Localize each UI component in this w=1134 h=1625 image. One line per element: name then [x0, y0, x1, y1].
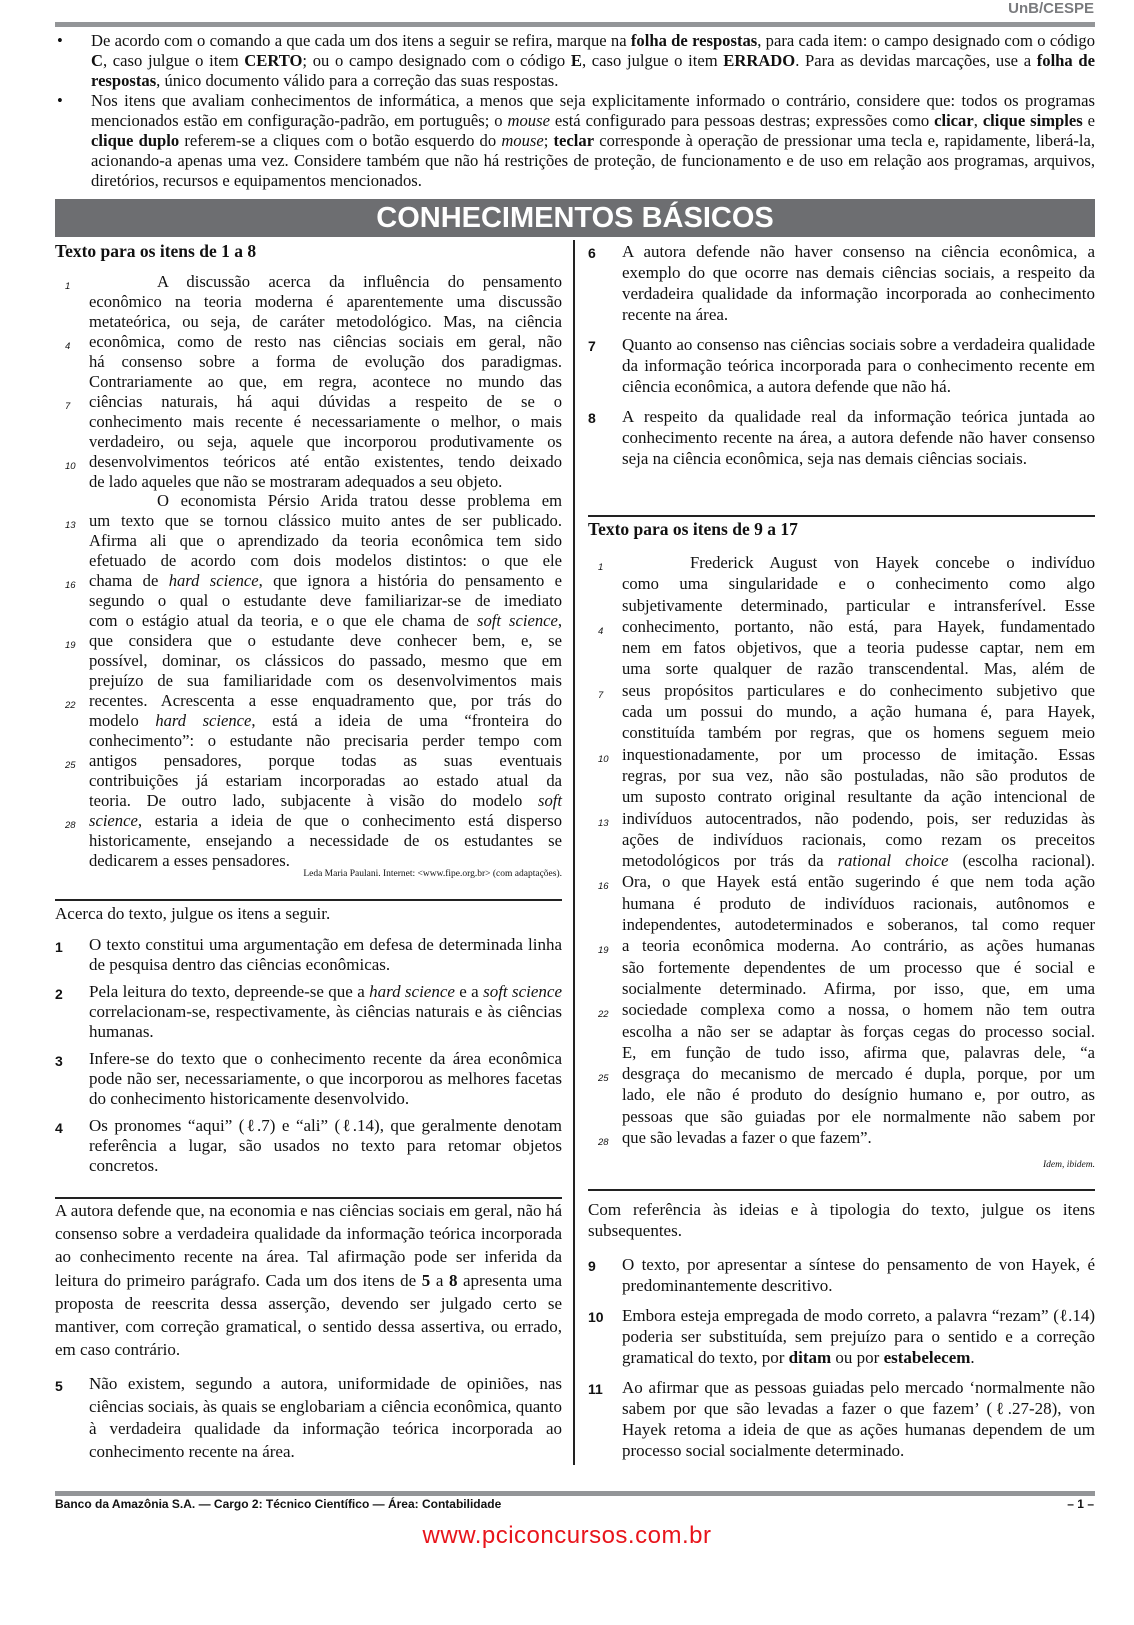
passage-line: dedicarem a esses pensadores. — [89, 850, 290, 870]
question-number: 4 — [55, 1120, 63, 1136]
passage-line: 7 ciências naturais, há aqui dúvidas a respeito de se o — [89, 392, 562, 412]
passage-line: regras, por sua vez, não são postuladas, não são produtos de — [622, 765, 1095, 785]
line-number: 22 — [65, 700, 76, 712]
passage-line: escolha a não ser se adaptar às forças cegas do processo social. — [622, 1021, 1095, 1041]
line-number: 25 — [65, 759, 76, 771]
passage-line: 28 science, estaria a ideia de que o conhecimento está disperso — [89, 811, 562, 831]
block3-items — [588, 1254, 1095, 1470]
line-number: 25 — [598, 1073, 609, 1085]
line-number: 10 — [65, 460, 76, 472]
instructions — [55, 31, 1095, 191]
text1-heading: Texto para os itens de 1 a 8 — [55, 241, 257, 261]
passage-line: subjetivamente determinado, particular e intransferível. Esse — [622, 595, 1095, 615]
column-divider — [573, 240, 575, 1465]
question-number: 9 — [588, 1258, 596, 1274]
text2-passage — [598, 552, 1095, 1149]
question-number: 8 — [588, 410, 596, 426]
line-number: 19 — [65, 640, 76, 652]
line-number: 13 — [65, 520, 76, 532]
passage-line: historicamente, ensejando a necessidade de os estudantes se — [89, 830, 562, 850]
passage-line: 1 Frederick August von Hayek concebe o indivíduo — [622, 552, 1095, 573]
passage-line: 25 desgraça do mecanismo de mercado é dupla, porque, por um — [622, 1063, 1095, 1084]
block1-items — [55, 935, 562, 1183]
question-item — [55, 1373, 562, 1463]
instruction-item — [55, 91, 1095, 191]
line-number: 4 — [65, 340, 71, 352]
header-rule — [55, 22, 1095, 27]
question-item — [55, 982, 562, 1042]
passage-line: uma sorte qualquer de razão transcendental. Mas, além de — [622, 659, 1095, 679]
line-number: 1 — [65, 281, 71, 292]
section-title: CONHECIMENTOS BÁSICOS — [55, 199, 1095, 237]
instruction-text: Nos itens que avaliam conhecimentos de informática, a menos que seja explicitamente informado o contrário, considere que: todos os programas mencionados estão em configuração-padrão, em português; o mouse está configurado para pessoas destras; expressões como clicar, clique simples e clique duplo referem-se a cliques com o botão esquerdo do mouse; teclar corresponde à operação de pressionar uma tecla e, rapidamente, liberá-la, acionando-a apenas uma vez. Considere também que não há restrições de proteção, de funcionamento e de uso em relação aos programas, arquivos, diretórios, recursos e equipamentos mencionados. — [91, 91, 1096, 190]
passage-line: teoria. De outro lado, subjacente à visão do modelo soft — [89, 790, 562, 810]
passage-line: 19 a teoria econômica moderna. Ao contrário, as ações humanas — [622, 935, 1095, 956]
question-text: A autora defende não haver consenso na ciência econômica, a exemplo do que ocorre nas demais ciências sociais, a respeito da verdadeira qualidade da informação incorporada ao conhecimento recente na área. — [622, 242, 1095, 324]
passage-line: Contrariamente ao que, em regra, acontece no mundo das — [89, 371, 562, 391]
question-number: 7 — [588, 338, 596, 354]
line-number: 1 — [598, 562, 604, 573]
text2-source: Idem, ibidem. — [1043, 1160, 1095, 1170]
passage-line: 22 recentes. Acrescenta a esse enquadramento que, por trás do — [89, 691, 562, 711]
passage-line: E, em função de tudo isso, afirma que, palavras dele, “a — [622, 1042, 1095, 1062]
bullet-icon: • — [57, 31, 63, 50]
passage-line: ações de indivíduos racionais, como rezam os preceitos — [622, 829, 1095, 849]
passage-line: 10 inquestionadamente, por um processo de imitação. Essas — [622, 744, 1095, 765]
passage-line: 4 econômica, como de resto nas ciências sociais em geral, não — [89, 332, 562, 352]
question-item — [55, 1116, 562, 1176]
page-number: – 1 – — [1067, 1497, 1094, 1511]
passage-line: 16 Ora, o que Hayek está então sugerindo é que nem toda ação — [622, 871, 1095, 892]
question-item — [588, 334, 1095, 397]
passage-line: 13 indivíduos autocentrados, não podendo, pois, ser reduzidas às — [622, 808, 1095, 829]
brand-label: UnB/CESPE — [1008, 0, 1094, 17]
passage-line: 10 desenvolvimentos teóricos até então existentes, tendo deixado — [89, 452, 562, 472]
question-number: 11 — [588, 1381, 603, 1397]
block2-items-left — [55, 1373, 562, 1470]
passage-line: cada um possui do mundo, a ação humana é, para Hayek, — [622, 702, 1095, 722]
block2-items-right — [588, 241, 1095, 478]
passage-line: 13 um texto que se tornou clássico muito antes de ser publicado. — [89, 511, 562, 531]
passage-line: lado, ele não é produto do desígnio humano e, por outro, as — [622, 1085, 1095, 1105]
text1-source: Leda Maria Paulani. Internet: <www.fipe.org.br> (com adaptações). — [303, 869, 562, 879]
line-number: 28 — [65, 819, 76, 831]
block3-intro: Com referência às ideias e à tipologia do texto, julgue os itens subsequentes. — [588, 1200, 1095, 1240]
question-item — [588, 241, 1095, 325]
passage-line: possível, dominar, os clássicos do passado, mesmo que em — [89, 651, 562, 671]
question-text: Quanto ao consenso nas ciências sociais sobre a verdadeira qualidade da informação teórica incorporada para o conhecimento recente em ciência econômica, a autora defende que não há. — [622, 335, 1095, 396]
text2-heading: Texto para os itens de 9 a 17 — [588, 519, 798, 539]
line-number: 10 — [598, 753, 609, 765]
bullet-icon: • — [57, 91, 63, 110]
text1-passage — [65, 272, 563, 871]
divider — [588, 515, 1095, 517]
question-text: Ao afirmar que as pessoas guiadas pelo mercado ‘normalmente não sabem por que são levadas a fazer o que fazem’ (ℓ.27-28), von Hayek retoma a ideia de que as ações humanas dependem de um processo social socialmente determinado. — [622, 1378, 1095, 1460]
question-text: O texto, por apresentar a síntese do pensamento de von Hayek, é predominantemente descritivo. — [622, 1255, 1095, 1295]
divider — [55, 899, 562, 901]
passage-line: 28 que são levadas a fazer o que fazem”. — [622, 1127, 1095, 1148]
watermark-link[interactable]: www.pciconcursos.com.br — [422, 1522, 712, 1549]
line-number: 7 — [598, 689, 604, 701]
question-text: Infere-se do texto que o conhecimento recente da área econômica pode não ser, necessariamente, o que incorporou as melhores facetas do conhecimento historicamente desenvolvido. — [89, 1049, 562, 1108]
line-number: 7 — [65, 400, 71, 412]
question-text: Não existem, segundo a autora, uniformidade de opiniões, nas ciências sociais, às quais se englobariam a ciência econômica, quanto à verdadeira qualidade da informação teórica incorporada ao conhecimento recente na área. — [89, 1374, 562, 1461]
footer-exam-info: Banco da Amazônia S.A. — Cargo 2: Técnico Científico — Área: Contabilidade — [55, 1497, 502, 1511]
passage-line: há consenso sobre a forma de evolução dos paradigmas. — [89, 351, 562, 371]
passage-line: nem em fatos objetivos, que a teoria pudesse captar, nem em — [622, 638, 1095, 658]
passage-line: com o estágio atual da teoria, e o que ele chama de soft science, — [89, 611, 563, 631]
passage-line: metateórica, ou seja, de caráter metodológico. Mas, na ciência — [89, 311, 562, 331]
passage-line: independentes, autodeterminados e soberanos, tal como requer — [622, 915, 1095, 935]
passage-line: Afirma ali que o aprendizado da teoria econômica tem sido — [89, 531, 562, 551]
question-text: O texto constitui uma argumentação em defesa de determinada linha de pesquisa dentro das ciências econômicas. — [89, 935, 562, 974]
question-item — [588, 1305, 1095, 1368]
passage-line: conhecimento”: o estudante não precisaria perder tempo com — [89, 730, 562, 750]
line-number: 19 — [598, 945, 609, 957]
question-text: Os pronomes “aqui” (ℓ.7) e “ali” (ℓ.14), que geralmente denotam referência a lugar, são usados no texto para retomar objetos concretos. — [89, 1116, 562, 1175]
passage-line: humana é produto de indivíduos racionais, autônomos e — [622, 893, 1095, 913]
question-number: 1 — [55, 939, 63, 955]
question-number: 6 — [588, 245, 596, 261]
block1-intro: Acerca do texto, julgue os itens a seguir. — [55, 904, 331, 923]
instruction-item — [55, 31, 1095, 91]
line-number: 13 — [598, 817, 609, 829]
question-number: 3 — [55, 1053, 63, 1069]
footer-rule — [55, 1491, 1095, 1496]
passage-line: metodológicos por trás da rational choice (escolha racional). — [622, 851, 1095, 871]
line-number: 22 — [598, 1009, 609, 1021]
line-number: 16 — [65, 580, 76, 592]
passage-line: 25 antigos pensadores, porque todas as suas eventuais — [89, 751, 562, 771]
passage-line: um suposto contrato original resultante da ação intencional de — [622, 787, 1095, 807]
passage-line: socialmente determinado. Afirma, por isso, que, em uma — [622, 978, 1095, 998]
question-item — [55, 935, 562, 975]
divider — [588, 1189, 1095, 1191]
question-number: 5 — [55, 1378, 63, 1394]
question-item — [588, 406, 1095, 469]
passage-line: contribuições já estariam incorporadas ao estado atual da — [89, 770, 562, 790]
passage-line: 7 seus propósitos particulares e do conhecimento subjetivo que — [622, 680, 1095, 701]
passage-line: 4 conhecimento, portanto, não está, para Hayek, fundamentado — [622, 616, 1095, 637]
passage-line: 1 A discussão acerca da influência do pensamento — [89, 272, 562, 292]
passage-line: constituída também por regras, que os homens seguem meio — [622, 723, 1095, 743]
passage-line: 22 sociedade complexa como a nossa, o homem não tem outra — [622, 999, 1095, 1020]
question-item — [55, 1049, 562, 1109]
passage-line: 16 chama de hard science, que ignora a história do pensamento e — [89, 571, 562, 591]
passage-line: econômico na teoria moderna é aparentemente uma discussão — [89, 291, 562, 311]
passage-line: conhecimento mais recente é necessariamente o melhor, o mais — [89, 411, 562, 431]
passage-line: efetuado de acordo com dois modelos distintos: o que ele — [89, 551, 562, 571]
passage-line: de lado aqueles que não se mostraram adequados a seu objeto. — [89, 471, 503, 491]
passage-line: pessoas que são guiadas por ele normalmente não sabem por — [622, 1106, 1095, 1126]
line-number: 28 — [598, 1137, 609, 1149]
passage-line: 19 que considera que o estudante deve conhecer bem, e, se — [89, 631, 562, 651]
question-text: Pela leitura do texto, depreende-se que a hard science e a soft science correlacionam-se, respectivamente, às ciências naturais e às ciências humanas. — [89, 982, 563, 1041]
passage-line: segundo o qual o estudante deve familiarizar-se de imediato — [89, 591, 562, 611]
question-number: 2 — [55, 986, 63, 1002]
passage-line: modelo hard science, está a ideia de uma “fronteira do — [89, 710, 562, 730]
passage-line: prejuízo de sua familiaridade com os desenvolvimentos mais — [89, 671, 562, 691]
question-text: Embora esteja empregada de modo correto, a palavra “rezam” (ℓ.14) poderia ser substituída, sem prejuízo para o sentido e a correção gramatical do texto, por ditam ou por estabelecem. — [622, 1306, 1095, 1367]
line-number: 16 — [598, 881, 609, 893]
instruction-text: De acordo com o comando a que cada um dos itens a seguir se refira, marque na folha de respostas, para cada item: o campo designado com o código C, caso julgue o item CERTO; ou o campo designado com o código E, caso julgue o item ERRADO. Para as devidas marcações, use a folha de respostas, único documento válido para a correção das suas respostas. — [91, 31, 1095, 90]
block2-intro: A autora defende que, na economia e nas ciências sociais em geral, não há consenso sobre a verdadeira qualidade da informação teórica incorporada ao conhecimento recente na área. Tal afirmação pode ser inferida da leitura do primeiro parágrafo. Cada um dos itens de 5 a 8 apresenta uma proposta de reescrita dessa asserção, devendo ser julgado certo se mantiver, com correção gramatical, o sentido dessa assertiva, ou errado, em caso contrário. — [55, 1201, 563, 1360]
passage-line: verdadeiro, ou seja, aquele que incorporou produtivamente os — [89, 431, 562, 451]
question-text: A respeito da qualidade real da informação teórica juntada ao conhecimento recente na área, a autora defende não haver consenso seja na ciência econômica, seja nas demais ciências sociais. — [622, 407, 1095, 468]
line-number: 4 — [598, 625, 604, 637]
passage-line: como uma singularidade e o conhecimento como algo — [622, 574, 1095, 594]
passage-line: O economista Pérsio Arida tratou desse problema em — [157, 491, 562, 511]
passage-line: são fortemente dependentes de um processo que é social e — [622, 957, 1095, 977]
question-number: 10 — [588, 1309, 604, 1325]
question-item — [588, 1254, 1095, 1296]
question-item — [588, 1377, 1095, 1461]
